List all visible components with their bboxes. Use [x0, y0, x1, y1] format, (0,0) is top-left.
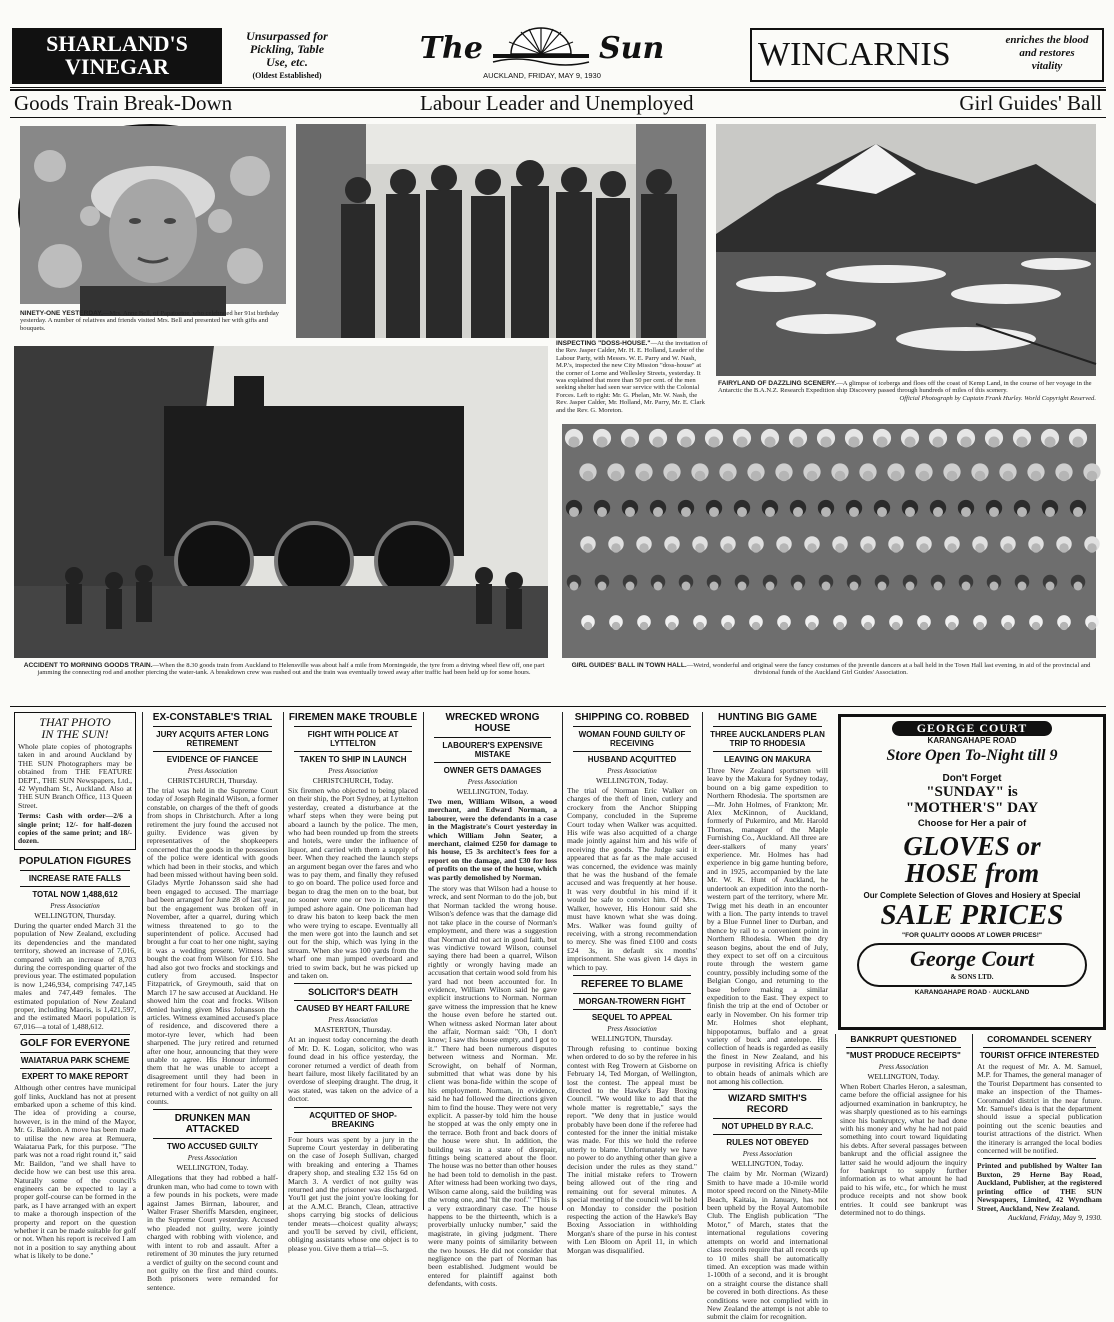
coromandel-heading: COROMANDEL SCENERY	[987, 1034, 1092, 1044]
photo-section-rule	[10, 706, 1106, 707]
newspaper-title	[402, 24, 682, 80]
doss-house-caption: INSPECTING "DOSS-HOUSE."—At the invitation of the Rev. Jasper Calder, Mr. H. E. Holland, Leader of the Labour Party, with Messrs. W. E. Parry and W. Nash, M.P.'s, inspected the new City Mission "doss-house" at the corner of Lorne and Wellesley Streets, yesterday. It was explained that more than 50 per cent. of the men seeking shelter had seen war service with the Colonial Forces. Left to right: Mr. G. Phelan, Mr. W. Nash, the Rev. Jasper Calder, Mr. Holland, Mr. Parry, Mr. E. Clark and the Rev. G. Moreton.	[556, 340, 708, 414]
headline-labour-leader: Labour Leader and Unemployed	[420, 91, 694, 115]
column-6: HUNTING BIG GAME THREE AUCKLANDERS PLAN TRIP TO RHODESIA LEAVING ON MAKURA Three New Zealand sportsmen will leave by the Makura for Sydney today, bound on a big game expedition to Northern Rhodesia. The sportsmen are—Mr. John Holmes, of Frankton; Mr. Alex McKinnon, of Auckland, formerly of Pukemiro, and Mr. Harold Thomas, manager of the Maple Furnishing Co., Auckland. All three are deer-stalkers of many years' experience. Mr. Holmes has had experience in big game hunting before, and in 1925, accompanied by the late Mr. W. K. Hunt of Auckland, he undertook an expedition into the north-western part of the territory, where Mr. Twigg met his death in an encounter with a lion. The party intends to travel by a Blue Funnel liner to Durban, and thence by rail to a convenient point in Northern Rhodesia. When the dry season begins, about the end of July, they expect to set off on a circuitous route through the western game country, possibly including some of the Belgian Congo, and returning to the base before making a similar expedition to the East. They expect to finish the trip at the end of October or early in November. On his former trip Mr. Holmes shot elephant, hippopotamus, buffalo and a great variety of buck and antelope. His collection of heads is regarded as easily the finest in New Zealand, and his purpose in revisiting Africa is chiefly to obtain heads of animals which are not among his collection. WIZARD SMITH'S RECORD NOT UPHELD BY R.A.C. RULES NOT OBEYED Press Association WELLINGTON, Today. The claim by Mr. Norman (Wizard) Smith to have made a 10-mile world motor speed record on the Ninety-Mile Beach, Kaitaia, in January, has not been upheld by the Royal Automobile Club. The English publication "The Motor," of March, states that the international regulations covering attempts on world and international class records require that all records up to 10 miles shall be automatically timed. An exception was made within 1-100th of a second, and it is brought on a straight course the distance shall be covered in both directions. As these conditions were not complied with in New Zealand the attempt is not able to submit the claim for recognition.	[702, 712, 832, 1210]
imprint-date: Auckland, Friday, May 9, 1930.	[1007, 1212, 1102, 1222]
column-3: FIREMEN MAKE TROUBLE FIGHT WITH POLICE AT LYTTELTON TAKEN TO SHIP IN LAUNCH Press Association CHRISTCHURCH, Today. Six firemen who objected to being placed on their ship, the Port Sydney, at Lyttelton yesterday, created a disturbance at the wharf steps when they were being put aboard a launch by the police. The men, who had been rounded up from the streets and hotels, were under the influence of liquor, and carried with them a supply of beer. When they reached the launch steps an argument began over the fares and who was to pay them, and finally they refused to go on board. The police used force and began to drag the men on to the boat, but no sooner were one or two in than they jumped ashore again. One policeman had to draw his baton to keep back the men who were trying to escape. Eventually all the men were got into the launch and set out for the ship, which was lying in the stream. When she was 100 yards from the wharf one man jumped overboard and tried to swim back, but he was picked up and taken on. SOLICITOR'S DEATH CAUSED BY HEART FAILURE Press Association MASTERTON, Thursday. At an inquest today concerning the death of Mr. D. K. Logan, solicitor, who was found dead in his office yesterday, the coroner returned a verdict of death from heart failure, most likely facilitated by an overdose of sleeping draught. The drug, it was stated, was taken on the advice of a doctor. ACQUITTED OF SHOP-BREAKING Four hours was spent by a jury in the Supreme Court yesterday in deliberating on the case of Joseph Sullivan, charged with breaking and entering a Thames drapery shop, and stealing £32 15s 6d on March 3. A verdict of not guilty was returned and the prisoner was discharged. You'll get just the joint you're looking for at the A.M.C. Branch, Clean, attractive shops carrying big stocks of delicious tender meats—choicest quality always; and you'll be served by civil, efficient, obliging assistants whose one object is to please you. Give them a trial—5.	[283, 712, 422, 1210]
population-heading: POPULATION FIGURES	[18, 855, 132, 867]
portrait-caption: NINETY-ONE YESTERDAY.—Mrs. Anne Bell, of Papatoetoe, who celebrated her 91st birthday yesterday. A number of relatives and friends visited Mrs. Bell and presented her with gifts and bouquets.	[20, 310, 279, 332]
headline-girl-guides: Girl Guides' Ball	[959, 91, 1102, 115]
sharlands-tagline: Unsurpassed for Pickling, Table Use, etc. (Oldest Established)	[246, 29, 328, 80]
sharlands-brand: SHARLAND'S VINEGAR	[46, 31, 188, 79]
column-4: WRECKED WRONG HOUSE LABOURER'S EXPENSIVE MISTAKE OWNER GETS DAMAGES Press Association WELLINGTON, Today. Two men, William Wilson, a wood merchant, and Edward Norman, a labourer, were the defendants in a case in the Magistrate's Court yesterday in which William John Seater, a merchant, claimed £250 for damage to his house, £5 3s architect's fees for a report on the damage, and £30 for loss of profits on the use of the house, which was partly demolished by Norman. The story was that Wilson had a house to wreck, and sent Norman to do the job, but that Norman tackled the wrong house. Wilson's defence was that the damage did not take place in the course of Norman's employment, and there was a suggestion that Norman did not act in good faith, but was vindictive toward Wilson, counsel saying there had been a quarrel, Wilson rightly or wrongly having made an accusation that certain wood sold from his yard had not been accounted for. In evidence, William Wilson said he gave explicit instructions to Norman. Norman gave witness the impression that he knew the house even before he started out. When witness asked Norman later about the affair, Norman said: "Oh, I don't know; I saw this house empty, and I got to it." There had been numerous disputes between witness and Norman. Mr. Scrowight, on behalf of Norman, submitted that what was done by his client was bona-fide within the scope of his employment. Norman, in evidence, said he had followed the directions given him to find the house. They were not very explicit. A passer-by told him the house he stopped at was the only empty one in the terrace. Both front and back doors of the house were shut. In addition, the building was in a state of disrepair, fittings being scattered about the floor. The house was no better than other houses he had been told to demolish in the past. After witness had been working two days, Wilson came along, said the building was the wrong one, and "hit the roof." "This is a very extraordinary case. The house happens to be the thirteenth, which is a proverbially unlucky number," said the magistrate, in giving judgment. There were many points of similarity between the two houses. He did not consider that negligence on the part of Norman has been established. Judgment would be entered for plaintiff against both defendants, with costs.	[423, 712, 561, 1210]
wizard-smith-heading: WIZARD SMITH'S RECORD	[728, 1093, 807, 1116]
sharlands-vinegar-ad	[12, 28, 222, 84]
gc-store-open: Store Open To-Night till 9	[886, 747, 1058, 764]
gc-sale-prices: SALE PRICES	[880, 899, 1064, 931]
portrait-photo	[18, 124, 284, 302]
wrecked-house-heading: WRECKED WRONG HOUSE	[445, 712, 540, 734]
train-accident-photo	[14, 346, 548, 658]
ex-constable-heading: EX-CONSTABLE'S TRIAL	[152, 712, 273, 723]
solicitor-heading: SOLICITOR'S DEATH	[308, 987, 398, 998]
title-sun: Sun	[598, 31, 665, 66]
glacier-credit: Official Photograph by Captain Frank Hurley. World Copyright Reserved.	[899, 394, 1096, 402]
gc-hose: HOSE from	[904, 858, 1040, 888]
photo-sales-heading-2: IN THE SUN!	[41, 727, 109, 741]
column-7: BANKRUPT QUESTIONED "MUST PRODUCE RECEIPTS" Press Association WELLINGTON, Today. When Robert Charles Heron, a salesman, came before the official assignee for his adjourned examination in bankruptcy, he was sharply questioned as to his earnings since his bankruptcy, what he had done with his money and why he had not paid something into court toward liquidating his debts. After several passages between bankrupt and the official assignee the latter said he would adjourn the inquiry for bankrupt to supply further information as to what amount he had paid to his wife, etc., for which he must produce receipts and not show book entries. It could see bankrupt was determined not to do things.	[835, 1034, 971, 1210]
shipping-heading: SHIPPING CO. ROBBED	[574, 712, 690, 723]
imprint: Printed and published by Walter Ian Buxton, 29 Herne Bay Road, Auckland, Publisher, at the registered printing office of THE SUN Newspapers, Limited, 42 Wyndham Street, Auckland, New Zealand.	[977, 1161, 1102, 1213]
sun-emblem-icon	[491, 24, 591, 73]
firemen-heading: FIREMEN MAKE TROUBLE	[288, 712, 418, 723]
train-caption: ACCIDENT TO MORNING GOODS TRAIN.—When the 8.30 goods train from Auckland to Helensville was about half a mile from Morningside, the tyre from a driving wheel flew off, one part jamming the connecting rod and another piercing the water-tank. A breakdown crew was rushed out and the train was eventually towed away after traffic had been held up for some hours.	[23, 662, 545, 677]
masthead	[10, 24, 1106, 86]
photo-sales-heading-1: THAT PHOTO	[39, 715, 111, 729]
column-2: EX-CONSTABLE'S TRIAL JURY ACQUITS AFTER LONG RETIREMENT EVIDENCE OF FIANCEE Press Association CHRISTCHURCH, Thursday. The trial was held in the Supreme Court today of Joseph Reginald Wilson, a former constable, on charges of the theft of goods from shops in Christchurch. After a long retirement the jury found the accused not guilty. Evidence was given by representatives of the shopkeepers concerned that the goods in the possession of the police were identical with goods which had been in their stocks, and which had been missed without having been sold. Gladys Myrtle Johansson said she had been engaged to accused. The marriage had been arranged for June 28 of last year, but the engagement was broken off in November, after a quarrel, during which witness threatened to go to the superintendent of police. Accused had brought a fur coat to her one night, saying it was a wedding present. Witness had bought the coat from Wilson for £10. She had also got two frocks and stockings and cutlery from accused. Inspector Fitzpatrick, of Greymouth, said that on March 17 he saw accused at Auckland. He showed him the coat and frocks. Wilson denied having given Miss Johansson the articles. Witness examined accused's place of residence, and discovered there a motor-tyre lever, which had been sharpened. The jury retired and returned after one hour, announcing that they were unable to agree. His Honour informed them that he was unable to accept a disagreement until they had been in retirement for four hours. Later the jury returned with a verdict of not guilty on all counts. DRUNKEN MAN ATTACKED TWO ACCUSED GUILTY Press Association WELLINGTON, Today. Allegations that they had robbed a half-drunken man, who had come to town with a few pounds in his pockets, were made against James Birrnan, labourer, and Walter Fraser Sheriffs Marsden, engineer, in the Supreme Court yesterday. Accused who pleaded not guilty, were jointly charged with robbing with violence, and with intent to rob and assault. After a retirement of 30 minutes the jury returned a verdict of guilty on the second count and not guilty on the first and third counts. Both prisoners were remanded for sentence.	[142, 712, 282, 1210]
doss-house-group-photo	[296, 124, 706, 338]
dateline: AUCKLAND, FRIDAY, MAY 9, 1930	[483, 71, 601, 80]
drunken-man-heading: DRUNKEN MAN ATTACKED	[174, 1113, 251, 1136]
guides-caption: GIRL GUIDES' BALL IN TOWN HALL.—Weird, wonderful and original were the fancy costumes of the juvenile dancers at a ball held in the Town Hall last evening, in aid of the provincial and divisional funds of the Auckland Girl Guides' Association.	[571, 662, 1091, 677]
glacier-caption: FAIRYLAND OF DAZZLING SCENERY.—A glimpse of icebergs and floes off the coast of Kemp Land, in the course of her voyage in the Antarctic the B.A.N.Z. Research Expedition ship Discovery passed through hundreds of miles of this scenery. Official Photograph by Captain Frank Hurley. World Copyright Reserved.	[718, 380, 1096, 402]
antarctic-glacier-photo	[716, 124, 1096, 376]
george-court-ad: GEORGE COURT KARANGAHAPE ROAD Store Open To-Night till 9 Don't Forget "SUNDAY" is "MOTHER'S" DAY Choose for Her a pair of GLOVES or HOSE from Our Complete Selection of Gloves and Hosiery at Special SALE PRICES "FOR QUALITY GOODS AT LOWER PRICES!" George Court & SONS LTD. KARANGAHAPE ROAD · AUCKLAND	[838, 714, 1106, 1030]
girl-guides-ball-photo	[562, 424, 1096, 658]
golf-heading: GOLF FOR EVERYONE	[20, 1038, 130, 1050]
column-5: SHIPPING CO. ROBBED WOMAN FOUND GUILTY OF RECEIVING HUSBAND ACQUITTED Press Association WELLINGTON, Today. The trial of Norman Eric Walker on charges of the theft of linen, cutlery and crockery from the Anchor Shipping Company, concluded in the Supreme Court today when Walker was acquitted. His wife was also acquitted of a charge made jointly against him and his wife of receiving the goods. The Judge said it appeared that as far as the male accused was concerned, the evidence was mainly that he was the husband of the female accused and was frequently at her house. It was very doubtful in his mind if it would be safe to convict him. Of Mrs. Walker, however, His Honour said she must have known what she was doing. Mrs. Walker was found guilty of receiving, with a strong recommendation to mercy. She was fined £100 and costs £24 3s, in default six months' imprisonment. She was given 14 days in which to pay. REFEREE TO BLAME MORGAN-TROWERN FIGHT SEQUEL TO APPEAL Press Association WELLINGTON, Thursday. Through refusing to continue boxing when ordered to do so by the referee in his contest with Reg Trowern at Gisborne on February 14, Ted Morgan, of Wellington, lost the contest. The appeal must be directed to the Hawke's Bay Boxing Council. "We would like to add that the whole matter is regrettable," says the report. "We deny that in justice would probably have been done if the referee had contested for the inner the initial mistake was made. For this we hold the referee utterly to blame. Unfortunately we have no power to do anything other than give a decision under the rules as they stand." The initial mistake refers to Trowern being allowed out of the ring and remaining out for several minutes. A special meeting of the council will be held on Monday to consider the position respecting the action of the Hawke's Bay Boxing Association in withholding Morgan's share of the purse in his contest with Len Bloom on April 11, in which Morgan was disqualified.	[562, 712, 701, 1210]
gc-brand-top: GEORGE COURT	[892, 721, 1052, 736]
gc-logo: George Court & SONS LTD.	[857, 943, 1087, 987]
bankrupt-heading: BANKRUPT QUESTIONED	[850, 1034, 957, 1044]
wincarnis-ad	[750, 28, 1104, 82]
column-8: COROMANDEL SCENERY TOURIST OFFICE INTERESTED At the request of Mr. A. M. Samuel, M.P. for Thames, the general manager of the Tourist Department has consented to make an inspection of the Thames-Coromandel district in the near future. Mr. Samuel's idea is that the department should issue a special publication pointing out the scenic beauties and tourist attractions of the district. When the itinerary is arranged the local bodies concerned will be notified. Printed and published by Walter Ian Buxton, 29 Herne Bay Road, Auckland, Publisher, at the registered printing office of THE SUN Newspapers, Limited, 42 Wyndham Street, Auckland, New Zealand. Auckland, Friday, May 9, 1930.	[972, 1034, 1106, 1210]
headline-goods-train: Goods Train Break-Down	[14, 91, 233, 115]
wincarnis-brand: WINCARNIS	[758, 36, 951, 73]
headline-bar	[10, 92, 1106, 116]
headline-rule	[10, 117, 1106, 118]
column-1: THAT PHOTO IN THE SUN! Whole plate copies of photographs taken in and around Auckland by THE SUN Photographers may be obtained from THE FEATURE DEPT., THE SUN Newspapers, Ltd., 42 Wyndham St., Auckland. Also at THE SUN Branch Office, 113 Queen Street. Terms: Cash with order—2/6 a single print; 12/- for half-dozen copies of the same print; and 18/- dozen. POPULATION FIGURES INCREASE RATE FALLS TOTAL NOW 1,488,612 Press Association WELLINGTON, Thursday. During the quarter ended March 31 the population of New Zealand, excluding its dependencies and the mandated territory, showed an increase of 7,016, compared with an increase of 8,703 during the corresponding quarter of the previous year. The estimated population is now 1,246,934, comprising 747,145 males and 747,449 females. The estimated population of New Zealand proper, including Maoris, is 1,421,597, and the estimated Maori population is 67,016—a total of 1,488,612. GOLF FOR EVERYONE WAIATARUA PARK SCHEME EXPERT TO MAKE REPORT Although other centres have municipal golf links, Auckland has not at present embarked upon a scheme of this kind. The idea of providing a course, however, is in the mind of the Mayor, Mr. G. Baildon. A move has been made to utilise the new area at Remuera, Waiatarua Park, for this purpose. "The park was not a road right round it," said Mr. Baildon, "and we shall have to decide how we can best use this area. Naturally some of the council's engineers can be expected to lay a proper golf-course can be formed in the park, as I have arranged with an expert to make a thorough inspection of the property and report on the question whether it can be made suitable for golf or not. When his report is received I am not in a position to say anything about what is likely to be done."	[14, 712, 140, 1210]
photo-sales-box: THAT PHOTO IN THE SUN! Whole plate copies of photographs taken in and around Auckland by THE SUN Photographers may be obtained from THE FEATURE DEPT., THE SUN Newspapers, Ltd., 42 Wyndham St., Auckland. Also at THE SUN Branch Office, 113 Queen Street. Terms: Cash with order—2/6 a single print; 12/- for half-dozen copies of the same print; and 18/- dozen.	[14, 712, 136, 850]
title-the: The	[419, 31, 483, 66]
gc-gloves: GLOVES or	[903, 831, 1041, 861]
wincarnis-tagline: enriches the blood and restores vitality	[1005, 34, 1089, 72]
shop-breaking-heading: ACQUITTED OF SHOP-BREAKING	[309, 1110, 397, 1129]
big-game-heading: HUNTING BIG GAME	[718, 712, 817, 723]
referee-heading: REFEREE TO BLAME	[580, 978, 684, 990]
